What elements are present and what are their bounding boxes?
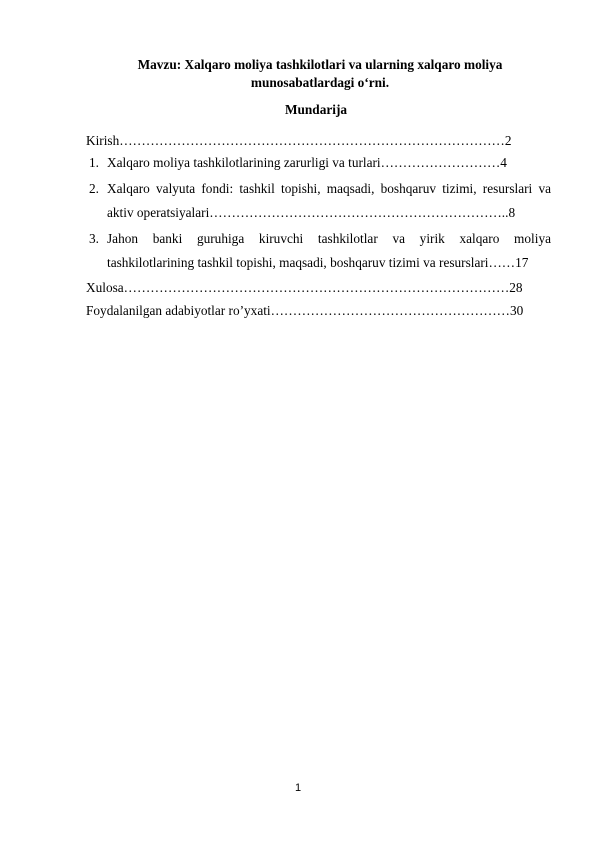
toc-entry-3-number: 3. [89, 231, 99, 246]
toc-entry-2-line-1: Xalqaro valyuta fondi: tashkil topishi, maqsadi, boshqaruv tizimi, resurslari va [107, 181, 551, 196]
title-line-2: munosabatlardagi o‘rni. [250, 75, 390, 90]
toc-entry-intro: Kirish……………………………………………………………………………2 [86, 133, 512, 148]
toc-entry-1: Xalqaro moliya tashkilotlarining zarurligi va turlari………………………4 [107, 155, 507, 170]
title-line-1: Mavzu: Xalqaro moliya tashkilotlari va ularning xalqaro moliya [137, 57, 503, 72]
page-number: 1 [294, 782, 302, 794]
document-title [90, 56, 550, 92]
toc-entry-2-line-2: aktiv operatsiyalari…………………………………………………………..8 [107, 205, 516, 220]
toc-entry-conclusion: Xulosa……………………………………………………………………………28 [86, 280, 523, 295]
toc-entry-2-number: 2. [89, 181, 99, 196]
toc-entry-3-line-1: Jahon banki guruhiga kiruvchi tashkilotlar va yirik xalqaro moliya [107, 231, 551, 246]
toc-entry-references: Foydalanilgan adabiyotlar ro’yxati………………………………………………30 [86, 303, 524, 318]
toc-heading: Mundarija [284, 102, 348, 117]
toc-entry-1-number: 1. [89, 155, 99, 170]
toc-entry-3-line-2: tashkilotlarining tashkil topishi, maqsadi, boshqaruv tizimi va resurslari……17 [107, 255, 529, 270]
